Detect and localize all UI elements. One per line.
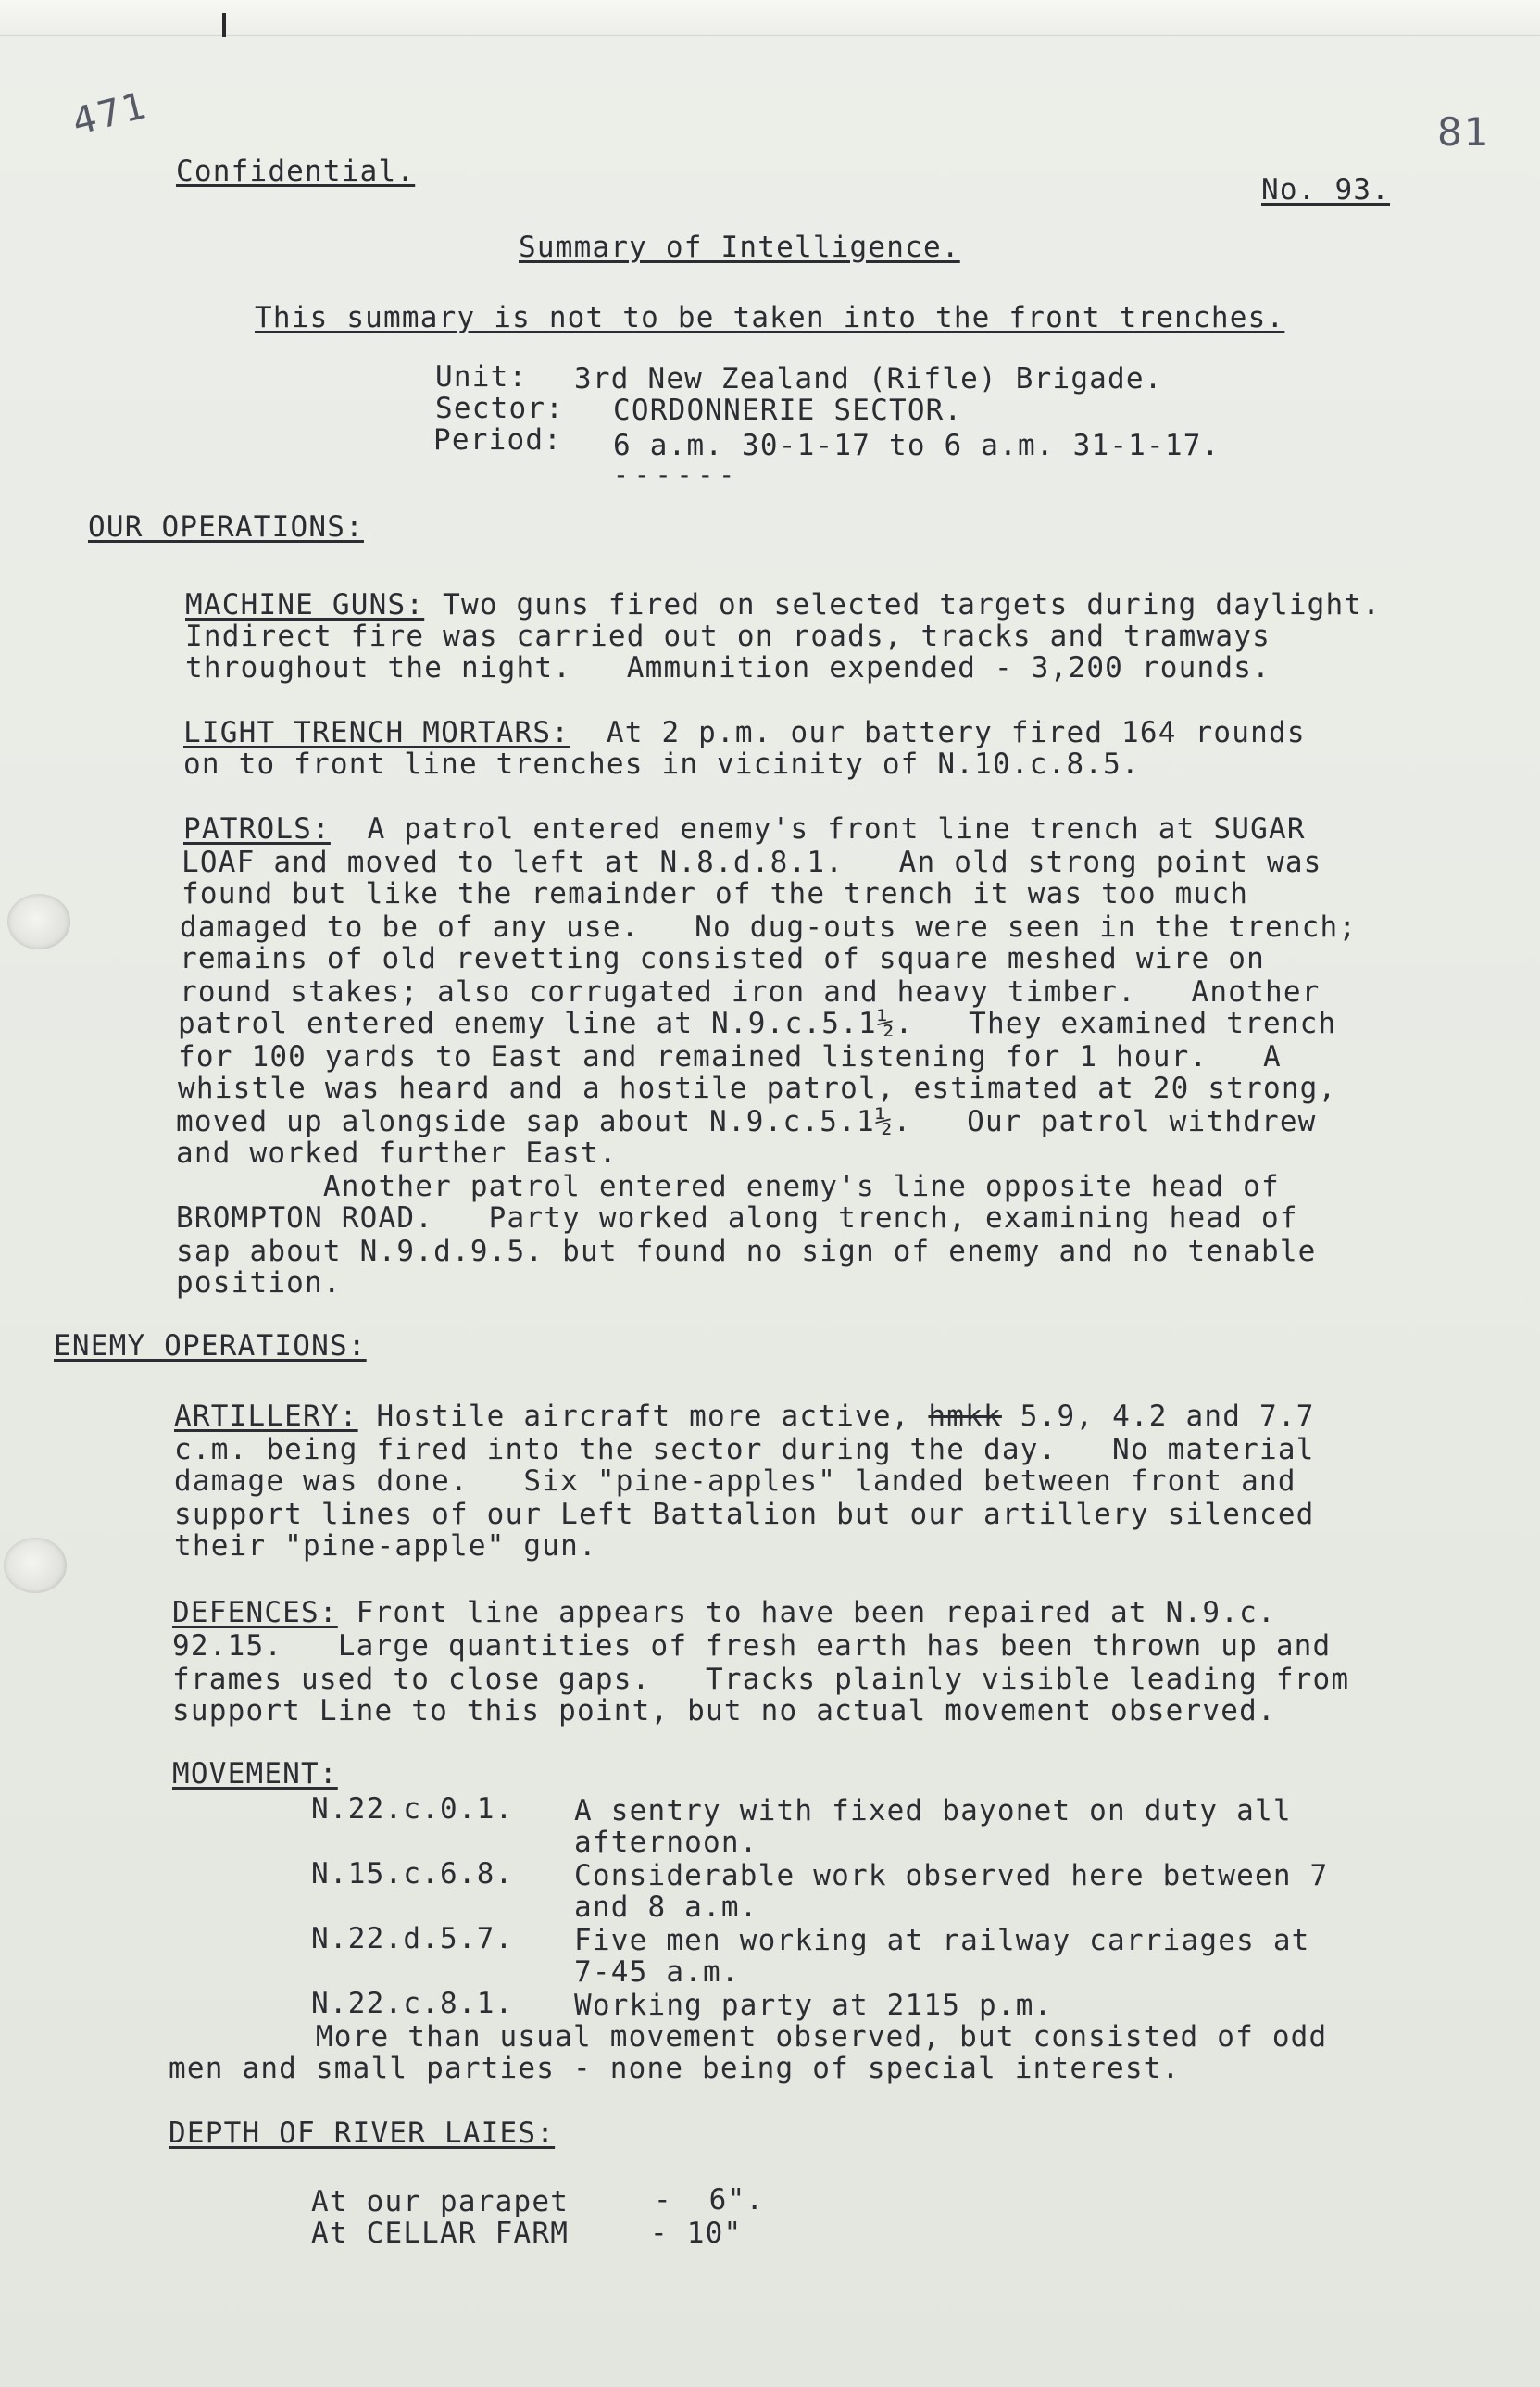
patrols-label: PATROLS:	[183, 812, 331, 846]
handling-notice: This summary is not to be taken into the front trenches.	[255, 301, 1285, 334]
separator-rule: ------	[613, 459, 741, 490]
paper-top-edge	[0, 0, 1540, 36]
artillery-line-5: their "pine-apple" gun.	[174, 1529, 597, 1563]
movement-ref-3: N.22.d.5.7.	[311, 1922, 514, 1955]
movement-text-3b: 7-45 a.m.	[574, 1955, 740, 1989]
patrols-line-6: round stakes; also corrugated iron and heavy timber. Another	[180, 975, 1321, 1009]
enemy-operations-heading: ENEMY OPERATIONS:	[54, 1329, 367, 1363]
patrols-line-10: moved up alongside sap about N.9.c.5.1½. Our patrol withdrew	[176, 1105, 1317, 1138]
patrols-line-11: and worked further East.	[176, 1137, 618, 1170]
river-depth-2: - 10"	[650, 2217, 743, 2250]
patrols-line-15: position.	[176, 1266, 342, 1300]
patrols-line-2: LOAF and moved to left at N.8.d.8.1. An old strong point was	[182, 846, 1322, 879]
ltm-line-1	[183, 717, 1306, 748]
edge-mark	[222, 13, 226, 37]
artillery-line-3: damage was done. Six "pine-apples" landed between front and	[174, 1464, 1296, 1498]
patrols-line-4: damaged to be of any use. No dug-outs were seen in the trench;	[180, 911, 1358, 944]
patrols-line-14: sap about N.9.d.9.5. but found no sign of enemy and no tenable	[176, 1235, 1317, 1268]
sector-label: Sector:	[435, 392, 565, 425]
patrols-line-9: whistle was heard and a hostile patrol, estimated at 20 strong,	[178, 1072, 1337, 1105]
defences-line-2: 92.15. Large quantities of fresh earth has been thrown up and	[172, 1629, 1332, 1663]
movement-ref-2: N.15.c.6.8.	[311, 1857, 514, 1891]
period-value: 6 a.m. 30-1-17 to 6 a.m. 31-1-17.	[613, 429, 1221, 462]
movement-text-3a: Five men working at railway carriages at	[574, 1924, 1310, 1957]
punch-hole-bottom	[4, 1538, 67, 1593]
patrols-line-8: for 100 yards to East and remained listening for 1 hour. A	[178, 1040, 1282, 1074]
movement-ref-4: N.22.c.8.1.	[311, 1987, 514, 2020]
unit-value: 3rd New Zealand (Rifle) Brigade.	[574, 362, 1163, 396]
ltm-line-2: on to front line trenches in vicinity of N.10.c.8.5.	[183, 748, 1140, 781]
punch-hole-top	[7, 894, 70, 949]
artillery-label: ARTILLERY:	[174, 1400, 358, 1433]
machine-guns-line-2: Indirect fire was carried out on roads, tracks and tramways	[185, 620, 1271, 653]
patrols-line-5: remains of old revetting consisted of square meshed wire on	[180, 942, 1265, 975]
movement-text-1b: afternoon.	[574, 1826, 758, 1859]
artillery-line-1	[174, 1401, 1315, 1432]
handwritten-reference: 471	[68, 83, 153, 144]
patrols-line-7: patrol entered enemy line at N.9.c.5.1½. They examined trench	[178, 1007, 1337, 1040]
artillery-text: Hostile aircraft more active,	[357, 1400, 929, 1433]
movement-label: MOVEMENT:	[172, 1757, 338, 1790]
defences-line-3: frames used to close gaps. Tracks plainly visible leading from	[172, 1663, 1350, 1696]
unit-label: Unit:	[435, 360, 528, 394]
confidential-label: Confidential.	[176, 155, 416, 188]
defences-text: Front line appears to have been repaired at N.9.c.	[337, 1596, 1276, 1629]
machine-guns-line-1	[185, 589, 1381, 621]
river-depth-heading: DEPTH OF RIVER LAIES:	[169, 2117, 556, 2150]
our-operations-heading: OUR OPERATIONS:	[88, 510, 364, 544]
movement-text-2b: and 8 a.m.	[574, 1891, 758, 1924]
patrols-text: A patrol entered enemy's front line trench at SUGAR	[330, 812, 1306, 846]
defences-line-1	[172, 1597, 1276, 1628]
machine-guns-text: Two guns fired on selected targets during daylight.	[424, 588, 1382, 622]
summary-number-text: No. 93.	[1261, 173, 1391, 207]
summary-number	[1261, 174, 1390, 206]
machine-guns-line-3: throughout the night. Ammunition expended - 3,200 rounds.	[185, 651, 1271, 685]
river-depth-1: - 6".	[654, 2183, 765, 2217]
movement-text-2a: Considerable work observed here between 7	[574, 1859, 1329, 1892]
movement-summary-line-2: men and small parties - none being of special interest.	[169, 2052, 1181, 2085]
movement-text-1a: A sentry with fixed bayonet on duty all	[574, 1794, 1292, 1828]
river-place-1: At our parapet	[311, 2185, 570, 2218]
movement-summary-line-1: More than usual movement observed, but consisted of odd	[169, 2020, 1328, 2054]
patrols-line-12: Another patrol entered enemy's line opposite head of	[176, 1170, 1280, 1203]
artillery-calibres: 5.9, 4.2 and 7.7	[1001, 1400, 1315, 1433]
ltm-label: LIGHT TRENCH MORTARS:	[183, 716, 570, 749]
movement-ref-1: N.22.c.0.1.	[311, 1792, 514, 1826]
document-title: Summary of Intelligence.	[519, 231, 960, 264]
machine-guns-label: MACHINE GUNS:	[185, 588, 425, 622]
sector-value: CORDONNERIE SECTOR.	[613, 394, 963, 427]
handwritten-page-number: 81	[1437, 109, 1491, 155]
ltm-text: At 2 p.m. our battery fired 164 rounds	[570, 716, 1306, 749]
river-place-2: At CELLAR FARM	[311, 2217, 570, 2250]
patrols-line-13: BROMPTON ROAD. Party worked along trench, examining head of	[176, 1201, 1298, 1235]
artillery-line-4: support lines of our Left Battalion but our artillery silenced	[174, 1498, 1315, 1531]
artillery-line-2: c.m. being fired into the sector during the day. No material	[174, 1433, 1315, 1466]
patrols-line-3: found but like the remainder of the trench it was too much	[182, 877, 1249, 911]
defences-label: DEFENCES:	[172, 1596, 338, 1629]
defences-line-4: support Line to this point, but no actual movement observed.	[172, 1694, 1276, 1727]
movement-text-4a: Working party at 2115 p.m.	[574, 1989, 1053, 2022]
patrols-line-1	[183, 813, 1306, 845]
period-label: Period:	[433, 423, 563, 457]
struck-out-text: hmkk	[928, 1400, 1002, 1433]
